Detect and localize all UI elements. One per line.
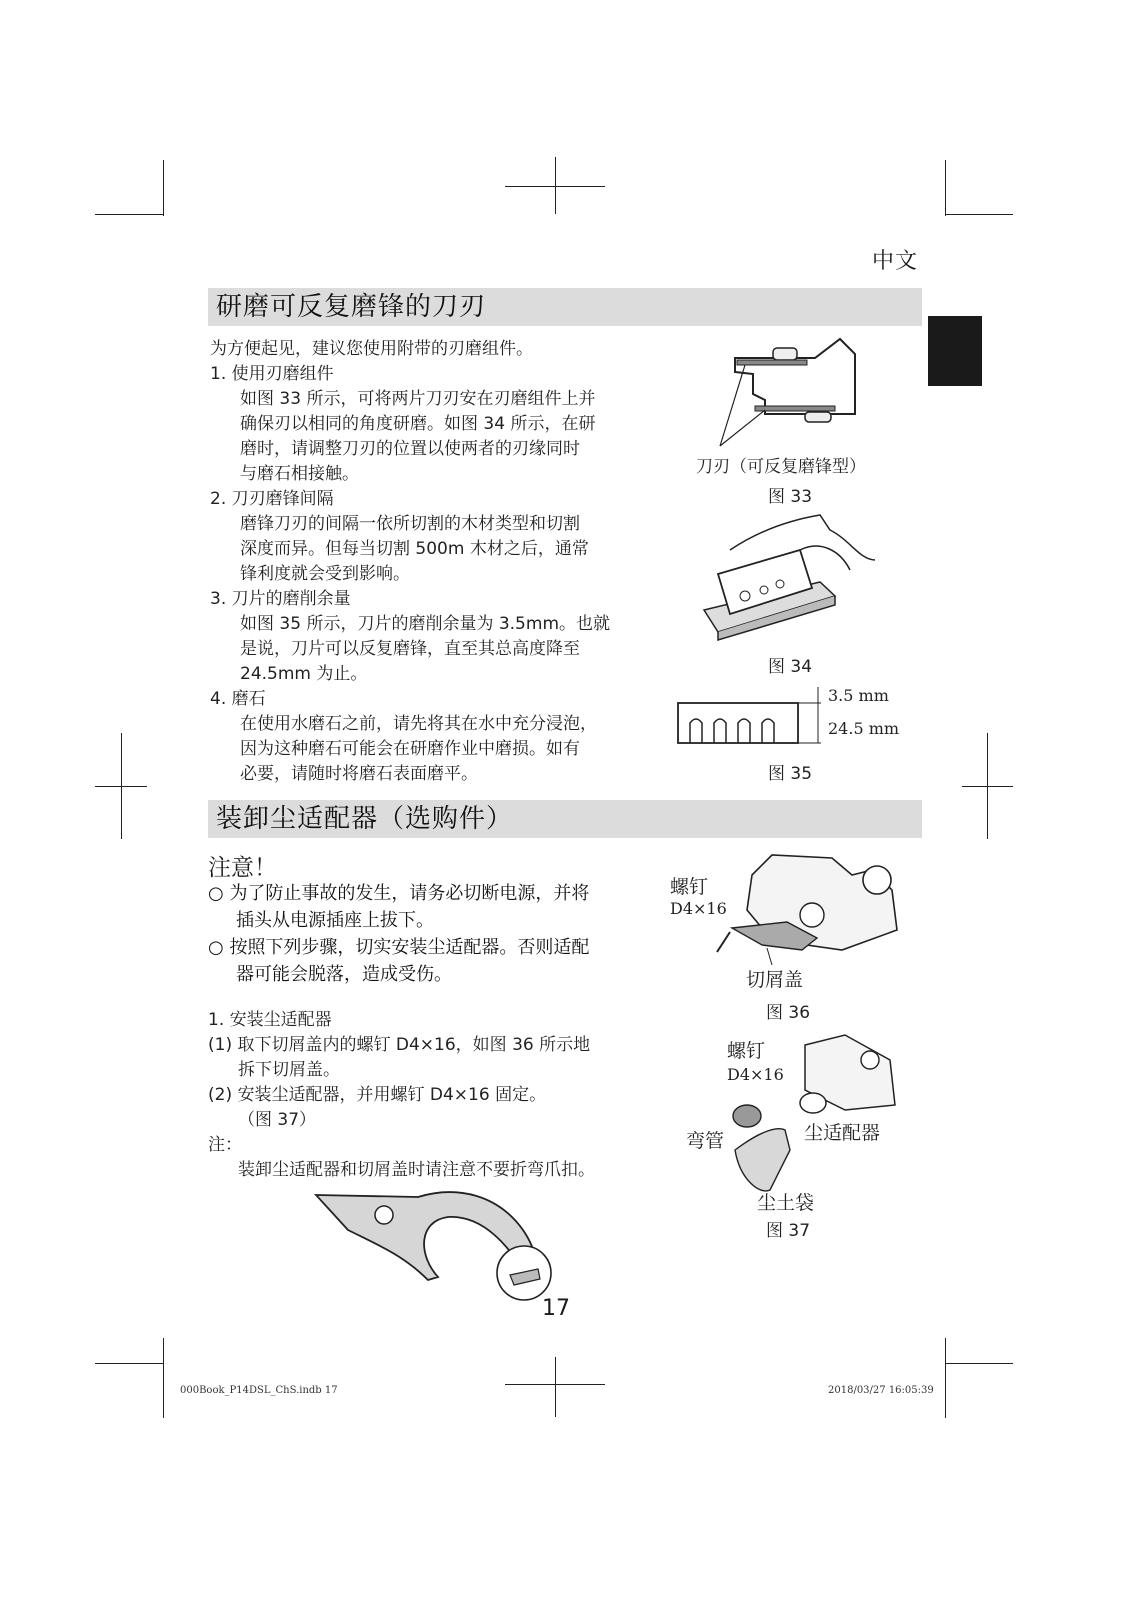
language-label: 中文 [872, 249, 919, 274]
step-line: 拆下切屑盖。 [238, 1060, 340, 1080]
bullet-item: ○ 为了防止事故的发生，请务必切断电源，并将 [208, 883, 590, 904]
figure-36-chip-cover-removal [712, 850, 912, 965]
chip-cover-clip-illustration [308, 1185, 560, 1305]
section-title: 装卸尘适配器（选购件） [216, 804, 514, 834]
note-text: 装卸尘适配器和切屑盖时请注意不要折弯爪扣。 [238, 1160, 595, 1180]
step-line: （图 37） [238, 1110, 317, 1130]
figure-36-screw-size: D4×16 [670, 899, 727, 918]
section-header [208, 288, 922, 326]
figure-33-label: 刀刃（可反复磨锋型） [696, 457, 866, 477]
figure-36-cover-label: 切屑盖 [746, 969, 804, 991]
body-line: 如图 35 所示，刀片的磨削余量为 3.5mm。也就 [240, 614, 610, 634]
caution-heading: 注意！ [208, 855, 277, 881]
figure-37-screw-label: 螺钉 [727, 1040, 766, 1062]
body-line: 在使用水磨石之前，请先将其在水中充分浸泡， [240, 714, 597, 734]
intro-text: 为方便起见，建议您使用附带的刃磨组件。 [210, 339, 533, 359]
section2-body [208, 1008, 595, 1183]
section1-body [210, 337, 610, 787]
bullet-item-continued: 器可能会脱落，造成受伤。 [236, 964, 452, 985]
section-header [208, 800, 922, 838]
body-line: 锋利度就会受到影响。 [240, 564, 410, 584]
figure-37-caption: 图 37 [766, 1221, 811, 1241]
figure-37-bag-label: 尘土袋 [757, 1192, 815, 1214]
figure-37-adapter-label: 尘适配器 [804, 1122, 881, 1144]
list-heading: 1. 安装尘适配器 [208, 1010, 332, 1030]
circle-bullet-icon: ○ [208, 937, 230, 958]
caution-bullets [208, 880, 589, 988]
body-line: 与磨石相接触。 [240, 464, 359, 484]
list-heading: 2. 刀刃磨锋间隔 [210, 489, 334, 509]
footer-timestamp: 2018/03/27 16:05:39 [828, 1385, 934, 1396]
bullet-item-continued: 插头从电源插座上拔下。 [236, 910, 434, 931]
figure-36-screw-label: 螺钉 [670, 876, 709, 898]
figure-37-screw-size: D4×16 [727, 1065, 784, 1084]
figure-37-elbow-label: 弯管 [686, 1130, 725, 1152]
body-line: 确保刃以相同的角度研磨。如图 34 所示，在研 [240, 414, 596, 434]
step-line: (2) 安装尘适配器，并用螺钉 D4×16 固定。 [208, 1085, 547, 1105]
list-heading: 1. 使用刃磨组件 [210, 364, 334, 384]
bullet-item: ○ 按照下列步骤，切实安装尘适配器。否则适配 [208, 937, 590, 958]
figure-35-blade-cross-section [676, 685, 826, 750]
body-line: 磨锋刀刃的间隔一依所切割的木材类型和切割 [240, 514, 580, 534]
list-heading: 4. 磨石 [210, 689, 266, 709]
chapter-tab [928, 316, 982, 386]
figure-35-dimension-top: 3.5 mm [828, 686, 889, 705]
body-line: 因为这种磨石可能会在研磨作业中磨损。如有 [240, 739, 580, 759]
body-line: 磨时，请调整刀刃的位置以使两者的刃缘同时 [240, 439, 580, 459]
note-label: 注： [208, 1135, 242, 1155]
step-line: (1) 取下切屑盖内的螺钉 D4×16，如图 36 所示地 [208, 1035, 591, 1055]
circle-bullet-icon: ○ [208, 883, 230, 904]
footer-file-info: 000Book_P14DSL_ChS.indb 17 [180, 1385, 338, 1396]
body-line: 是说，刀片可以反复磨锋，直至其总高度降至 [240, 639, 580, 659]
body-line: 必要，请随时将磨石表面磨平。 [240, 764, 478, 784]
body-line: 24.5mm 为止。 [240, 664, 368, 684]
figure-34-caption: 图 34 [768, 657, 813, 677]
list-heading: 3. 刀片的磨削余量 [210, 589, 351, 609]
figure-35-dimension-height: 24.5 mm [828, 719, 900, 738]
body-line: 深度而异。但每当切割 500m 木材之后，通常 [240, 539, 589, 559]
figure-33-caption: 图 33 [768, 487, 813, 507]
figure-33-blade-sharpening-holder [705, 336, 880, 456]
figure-36-caption: 图 36 [766, 1003, 811, 1023]
section-title: 研磨可反复磨锋的刀刃 [216, 292, 487, 322]
body-line: 如图 33 所示，可将两片刀刃安在刃磨组件上并 [240, 389, 596, 409]
figure-35-caption: 图 35 [768, 764, 813, 784]
figure-34-hand-grinding-on-whetstone [700, 510, 885, 645]
page-number: 17 [542, 1296, 570, 1321]
